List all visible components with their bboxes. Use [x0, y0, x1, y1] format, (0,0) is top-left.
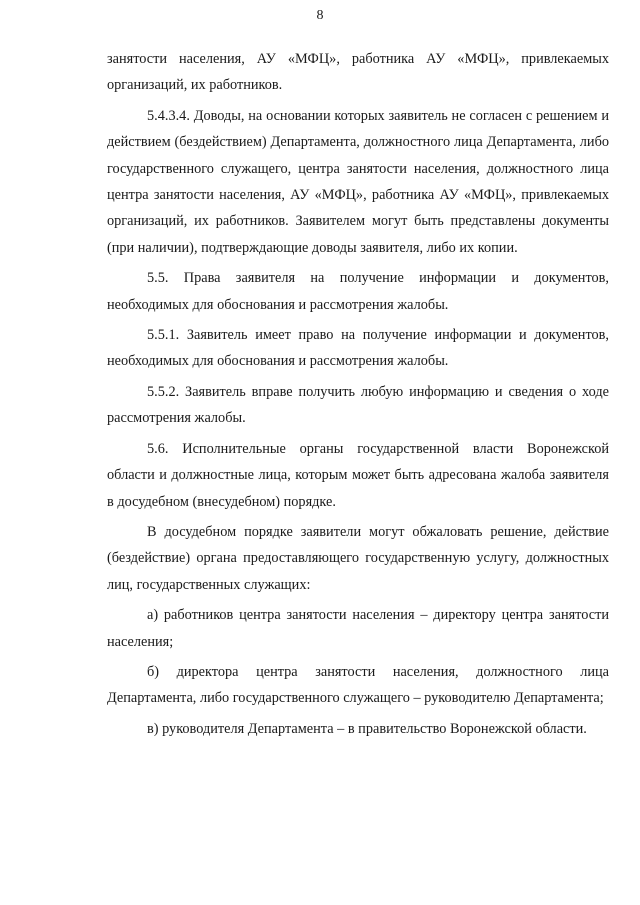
paragraph-continuation: занятости населения, АУ «МФЦ», работника АУ «МФЦ», привлекаемых организаций, их работников. — [107, 51, 609, 94]
list-item-a: а) работников центра занятости населения – директору центра занятости населения; — [107, 607, 609, 650]
paragraph-5-5-2: 5.5.2. Заявитель вправе получить любую информацию и сведения о ходе рассмотрения жалобы. — [107, 383, 609, 427]
paragraph-5-5: 5.5. Права заявителя на получение информации и документов, необходимых для обоснования и рассмотрения жалобы. — [107, 270, 609, 313]
paragraph-pretrial-appeal: В досудебном порядке заявители могут обжаловать решение, действие (бездействие) органа предоставляющего государственную услугу, должностных лиц, государственных служащих: — [107, 523, 609, 593]
document-body — [107, 46, 609, 746]
list-item-v: в) руководителя Департамента – в правительство Воронежской области. — [147, 720, 587, 737]
paragraph-5-4-3-4: 5.4.3.4. Доводы, на основании которых заявитель не согласен с решением и действием (бездействием) Департамента, должностного лица Департамента, либо государственного служащего, центра занятости населения, должностного лица центра занятости населения, АУ «МФЦ», работника АУ «МФЦ», привлекаемых организаций, их работников. Заявителем могут быть представлены документы (при наличии), подтверждающие доводы заявителя, либо их копии. — [107, 107, 609, 256]
list-item-b: б) директора центра занятости населения, должностного лица Департамента, либо государственного служащего – руководителю Департамента; — [107, 663, 609, 707]
page-number: 8 — [316, 8, 324, 23]
paragraph-5-5-1: 5.5.1. Заявитель имеет право на получение информации и документов, необходимых для обоснования и рассмотрения жалобы. — [107, 327, 609, 370]
paragraph-5-6: 5.6. Исполнительные органы государственной власти Воронежской области и должностные лица, которым может быть адресована жалоба заявителя в досудебном (внесудебном) порядке. — [107, 440, 609, 510]
